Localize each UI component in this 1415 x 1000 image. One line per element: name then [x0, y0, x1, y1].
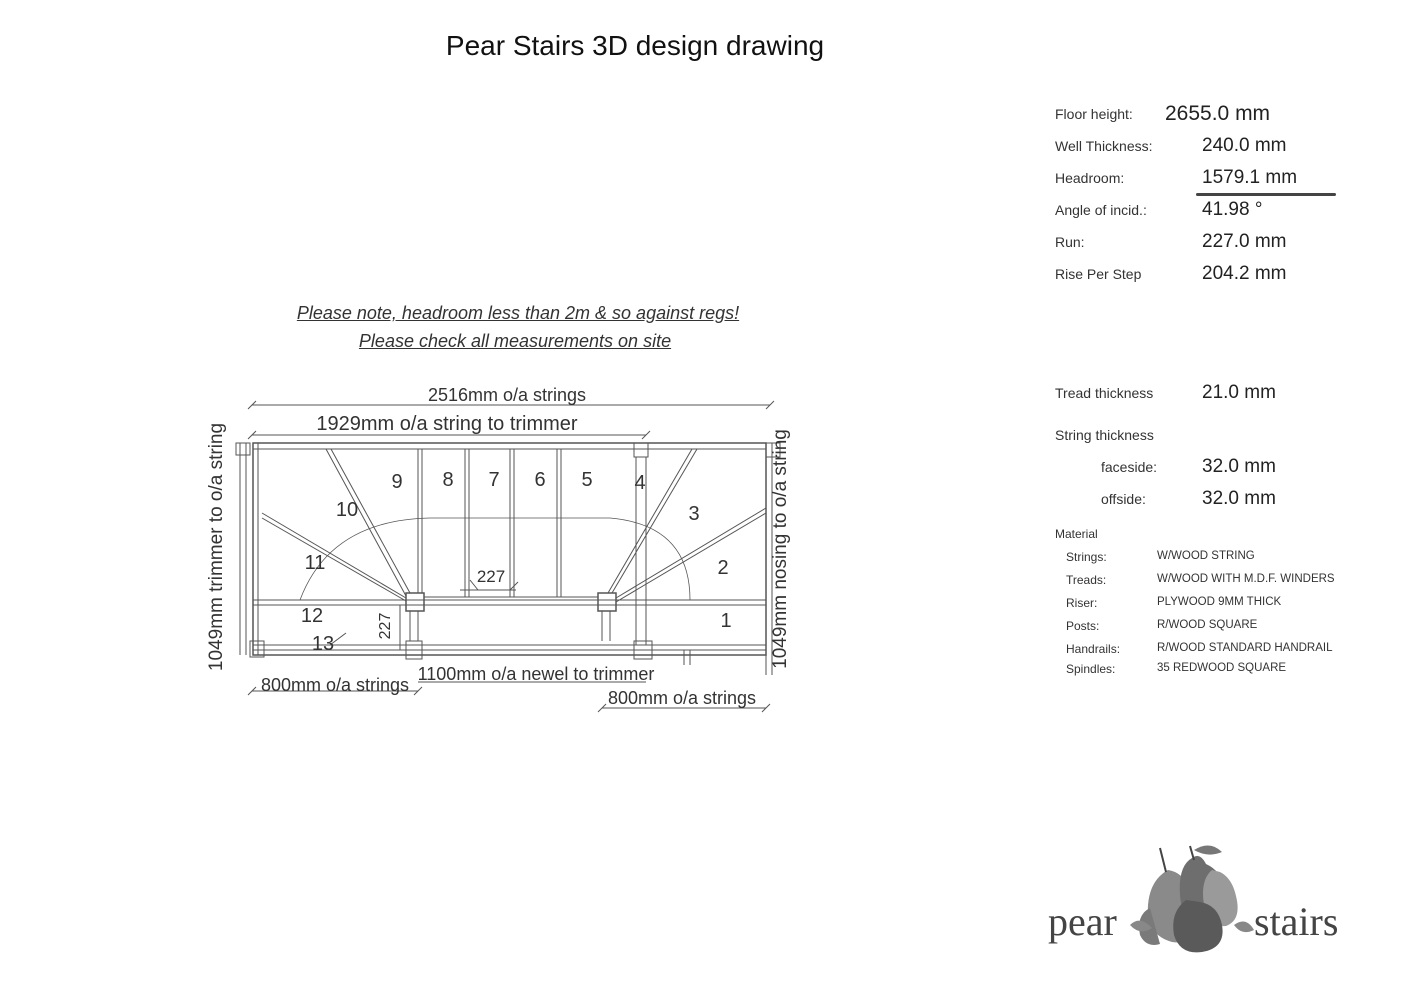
spec-angle-value: 41.98 ° — [1202, 199, 1263, 220]
spec-run-value: 227.0 mm — [1202, 231, 1287, 252]
material-handrails-label: Handrails: — [1066, 642, 1121, 656]
step-number-1: 1 — [720, 610, 732, 632]
dim-top-overall-label: 2516mm o/a strings — [427, 385, 587, 405]
dim-top-trimmer-label: 1929mm o/a string to trimmer — [316, 413, 578, 435]
step-number-4: 4 — [634, 472, 646, 494]
step-number-11: 11 — [304, 552, 326, 574]
offside-label: offside: — [1101, 491, 1146, 507]
dim-right-label: 1049mm nosing to o/a string — [770, 429, 791, 669]
spec-well-thickness-label: Well Thickness: — [1055, 138, 1153, 154]
pear-logo-icon — [1130, 845, 1254, 952]
dim-bottom-right-label: 800mm o/a strings — [607, 688, 757, 708]
step-number-5: 5 — [581, 469, 593, 491]
left-top-post — [236, 443, 250, 455]
material-handrails-value: R/WOOD STANDARD HANDRAIL — [1157, 642, 1333, 654]
spec-headroom-value: 1579.1 mm — [1202, 167, 1298, 188]
material-heading: Material — [1055, 527, 1098, 541]
spec-floor-height-value: 2655.0 mm — [1165, 102, 1271, 125]
step-number-2: 2 — [717, 557, 729, 579]
check-measurements-note: Please check all measurements on site — [358, 331, 672, 351]
spec-rise-value: 204.2 mm — [1202, 263, 1287, 284]
tread-thickness-value: 21.0 mm — [1202, 382, 1276, 403]
step-number-13: 13 — [311, 633, 335, 655]
dim-bottom-mid-label: 1100mm o/a newel to trimmer — [417, 664, 655, 684]
newel-post-left — [406, 593, 424, 611]
material-strings-value: W/WOOD STRING — [1157, 550, 1255, 562]
logo-text-pear: pear — [1048, 899, 1117, 944]
material-strings-label: Strings: — [1066, 550, 1107, 564]
step-number-7: 7 — [488, 469, 500, 491]
material-posts-value: R/WOOD SQUARE — [1157, 619, 1258, 631]
material-spindles-value: 35 REDWOOD SQUARE — [1157, 662, 1287, 674]
material-treads-label: Treads: — [1066, 573, 1107, 587]
tread-thickness-label: Tread thickness — [1055, 385, 1154, 401]
step-number-10: 10 — [335, 499, 359, 521]
spec-angle-label: Angle of incid.: — [1055, 202, 1147, 218]
spec-well-thickness-value: 240.0 mm — [1202, 135, 1287, 156]
dim-left-label: 1049mm trimmer to o/a string — [206, 422, 227, 672]
material-riser-value: PLYWOOD 9MM THICK — [1157, 596, 1282, 608]
faceside-label: faceside: — [1101, 459, 1158, 475]
page-title: Pear Stairs 3D design drawing — [445, 30, 825, 61]
step-number-6: 6 — [534, 469, 546, 491]
material-riser-label: Riser: — [1066, 596, 1098, 610]
step-number-3: 3 — [688, 503, 700, 525]
string-thickness-label: String thickness — [1055, 427, 1154, 443]
spec-floor-height-label: Floor height: — [1055, 106, 1133, 122]
headroom-warning-note: Please note, headroom less than 2m & so against regs! — [296, 303, 740, 323]
logo-text-stairs: stairs — [1254, 899, 1339, 944]
spec-headroom-label: Headroom: — [1055, 170, 1125, 186]
spec-run-label: Run: — [1055, 234, 1085, 250]
material-spindles-label: Spindles: — [1066, 662, 1116, 676]
step-number-12: 12 — [300, 605, 324, 627]
run-label: 227 — [476, 567, 506, 586]
run-label-vertical: 227 — [377, 612, 394, 640]
material-posts-label: Posts: — [1066, 619, 1100, 633]
step-number-8: 8 — [442, 469, 454, 491]
offside-value: 32.0 mm — [1202, 488, 1276, 509]
step-number-9: 9 — [391, 471, 403, 493]
dim-bottom-left-label: 800mm o/a strings — [260, 675, 410, 695]
material-treads-value: W/WOOD WITH M.D.F. WINDERS — [1157, 573, 1335, 585]
newel-post-right — [598, 593, 616, 611]
faceside-value: 32.0 mm — [1202, 456, 1276, 477]
trimmer-post — [634, 443, 648, 457]
spec-rise-label: Rise Per Step — [1055, 266, 1142, 282]
